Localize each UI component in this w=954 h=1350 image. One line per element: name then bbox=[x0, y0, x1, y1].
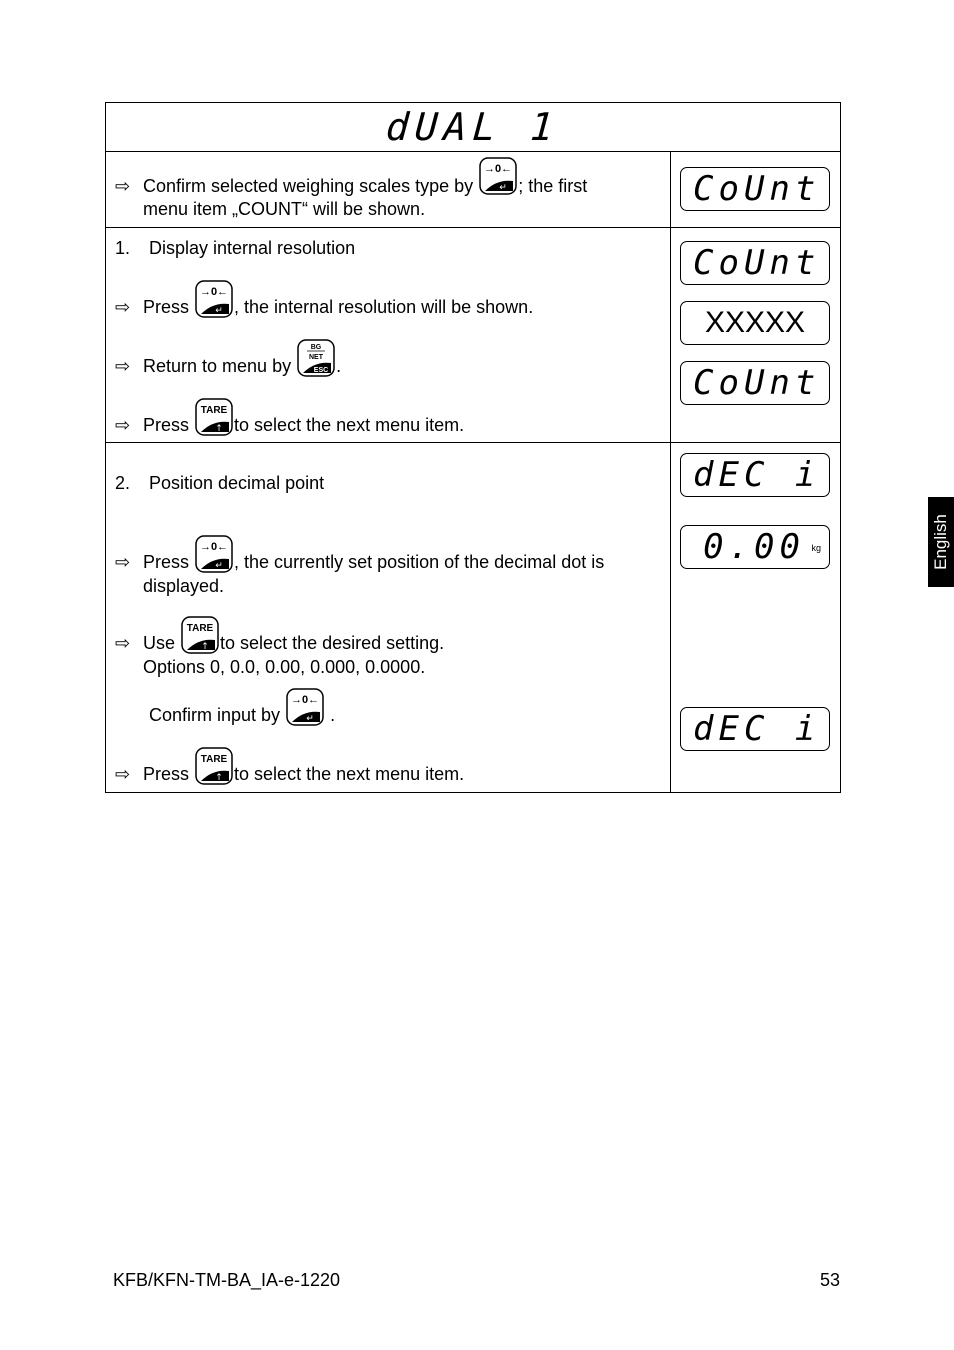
row3-confirm-line: Confirm input by →0← ↵ . bbox=[149, 688, 335, 726]
lcd-display-count: CoUnt bbox=[680, 361, 830, 405]
row3-heading: 2. Position decimal point bbox=[115, 473, 325, 493]
lcd-display-resolution: XXXXX bbox=[680, 301, 830, 345]
tare-key-icon bbox=[181, 616, 219, 654]
arrow-icon: ⇨ bbox=[115, 764, 131, 784]
tare-key-icon bbox=[195, 398, 233, 436]
row1-line1 bbox=[115, 163, 588, 197]
row2-press-line: ⇨ Press →0← ↵ , the internal resolution will be shown. bbox=[115, 280, 533, 318]
row2-heading: 1. Display internal resolution bbox=[115, 238, 356, 258]
row1-instructions bbox=[106, 152, 671, 228]
row3-use-line: ⇨ Use TARE ↑ to select the desired setting. bbox=[115, 616, 444, 654]
svg-text:TARE: TARE bbox=[200, 405, 228, 416]
row2-next-line: ⇨ Press TARE ↑ to select the next menu item. bbox=[115, 398, 464, 436]
row3-press-line: ⇨ Press →0← ↵ , the currently set position of the decimal dot is bbox=[115, 535, 604, 573]
row1-displays bbox=[671, 152, 841, 228]
row2-instructions bbox=[106, 228, 671, 443]
menu-title: dUAL 1 bbox=[384, 105, 562, 149]
lcd-display-count: CoUnt bbox=[680, 241, 830, 285]
unit-label: kg bbox=[811, 543, 821, 553]
svg-text:→0←: →0← bbox=[199, 541, 229, 553]
menu-table bbox=[105, 102, 841, 793]
row3-options: Options 0, 0.0, 0.00, 0.000, 0.0000. bbox=[143, 657, 426, 677]
arrow-icon: ⇨ bbox=[115, 633, 131, 653]
row2-displays bbox=[671, 228, 841, 443]
svg-text:↵: ↵ bbox=[499, 183, 507, 193]
svg-text:↑: ↑ bbox=[215, 773, 223, 783]
svg-text:→0←: →0← bbox=[291, 694, 320, 706]
lcd-display-count: CoUnt bbox=[680, 167, 830, 211]
svg-text:BG: BG bbox=[310, 344, 322, 351]
row3-instructions bbox=[106, 443, 671, 793]
row1-line2: menu item „COUNT“ will be shown. bbox=[143, 199, 426, 219]
zero-enter-key-icon bbox=[195, 280, 233, 318]
lcd-display-decimal: dEC i bbox=[680, 453, 830, 497]
zero-enter-key-icon bbox=[286, 688, 324, 726]
svg-text:↵: ↵ bbox=[306, 714, 314, 724]
arrow-icon: ⇨ bbox=[115, 297, 131, 317]
svg-text:TARE: TARE bbox=[200, 754, 228, 765]
svg-text:↵: ↵ bbox=[215, 306, 223, 316]
row3-displays bbox=[671, 443, 841, 793]
row3-press-line2: displayed. bbox=[143, 576, 225, 596]
row1-text: Confirm selected weighing scales type by bbox=[143, 176, 474, 196]
svg-text:→0←: →0← bbox=[199, 286, 229, 298]
lcd-display-decimal: dEC i bbox=[680, 707, 830, 751]
svg-text:↵: ↵ bbox=[215, 561, 223, 571]
tare-key-icon bbox=[195, 747, 233, 785]
row2-return-line: ⇨ Return to menu by BG NET ESC . bbox=[115, 339, 341, 377]
svg-text:TARE: TARE bbox=[186, 623, 214, 634]
language-side-tab bbox=[928, 497, 954, 587]
svg-text:→0←: →0← bbox=[484, 163, 513, 175]
zero-enter-key-icon bbox=[479, 157, 517, 195]
row3-next-line: ⇨ Press TARE ↑ to select the next menu item. bbox=[115, 747, 464, 785]
arrow-icon: ⇨ bbox=[115, 176, 131, 196]
svg-text:↑: ↑ bbox=[215, 424, 223, 434]
row1-text-b: ; the first bbox=[518, 176, 588, 196]
zero-enter-key-icon bbox=[195, 535, 233, 573]
lcd-display-value: 0.00 kg bbox=[680, 525, 830, 569]
language-label: English bbox=[931, 514, 950, 570]
arrow-icon: ⇨ bbox=[115, 356, 131, 376]
page-number: 53 bbox=[820, 1270, 841, 1290]
arrow-icon: ⇨ bbox=[115, 415, 131, 435]
footer-doc-id: KFB/KFN-TM-BA_IA-e-1220 bbox=[113, 1270, 341, 1290]
net-esc-key-icon bbox=[297, 339, 335, 377]
svg-text:↑: ↑ bbox=[201, 642, 209, 652]
svg-text:NET: NET bbox=[309, 354, 324, 361]
svg-text:ESC: ESC bbox=[313, 367, 329, 374]
arrow-icon: ⇨ bbox=[115, 552, 131, 572]
menu-header bbox=[106, 103, 841, 152]
